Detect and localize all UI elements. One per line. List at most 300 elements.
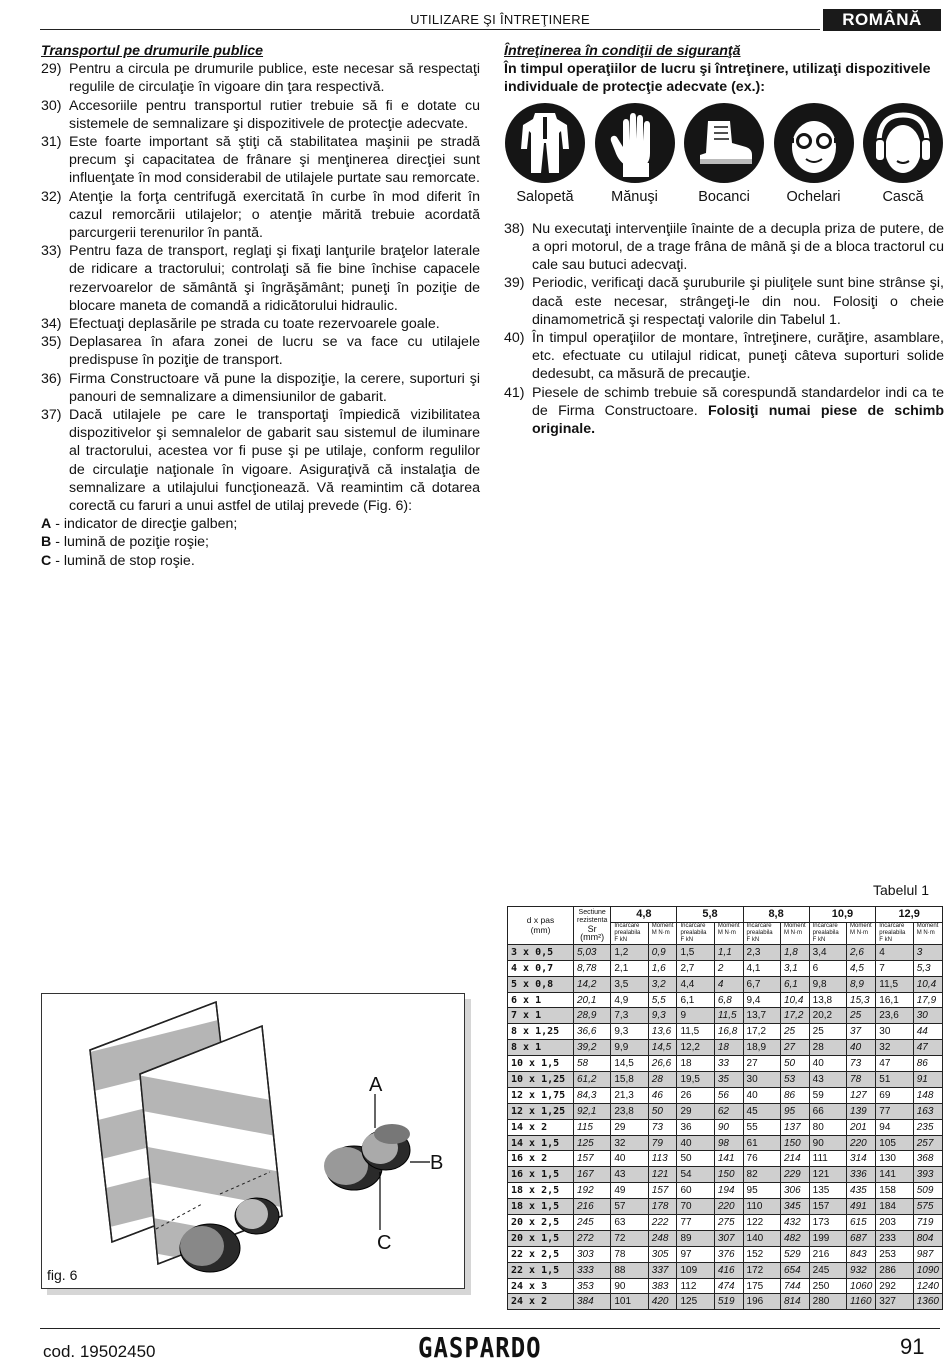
cell-section: 84,3 [574,1087,611,1103]
cell-size: 22 x 1,5 [508,1262,574,1278]
cell-moment: 40 [847,1040,876,1056]
cell-preload: 11,5 [677,1024,714,1040]
cell-moment: 248 [648,1230,677,1246]
cell-preload: 250 [809,1278,846,1294]
cell-moment: 1240 [913,1278,942,1294]
cell-preload: 32 [876,1040,913,1056]
cell-moment: 5,3 [913,960,942,976]
header-preload [876,922,913,944]
header-moment-label: Moment [651,922,674,929]
cell-moment: 744 [780,1278,809,1294]
item-number: 41) [504,384,525,401]
cell-preload: 327 [876,1294,913,1310]
cell-size: 14 x 2 [508,1119,574,1135]
cell-moment: 163 [913,1103,942,1119]
header-grade: 4,8 [611,907,677,923]
cell-preload: 47 [876,1056,913,1072]
header-preload [743,922,780,944]
cell-preload: 158 [876,1183,913,1199]
cell-preload: 4 [876,944,913,960]
cell-moment: 91 [913,1072,942,1088]
ppe-label: Bocanci [698,188,750,205]
cell-moment: 148 [913,1087,942,1103]
cell-moment: 416 [714,1262,743,1278]
cell-moment: 1360 [913,1294,942,1310]
language-badge: ROMÂNĂ [823,9,941,31]
cell-preload: 4,9 [611,992,648,1008]
list-item [41,188,480,243]
cell-preload: 17,2 [743,1024,780,1040]
light-text: - lumină de poziţie roşie; [51,534,209,551]
cell-preload: 40 [743,1087,780,1103]
cell-preload: 292 [876,1278,913,1294]
item-text [532,384,944,439]
cell-preload: 130 [876,1151,913,1167]
cell-preload: 203 [876,1215,913,1231]
cell-preload: 6 [809,960,846,976]
cell-moment: 79 [648,1135,677,1151]
cell-preload: 141 [876,1167,913,1183]
cell-moment: 50 [648,1103,677,1119]
cell-size: 6 x 1 [508,992,574,1008]
cell-moment: 53 [780,1072,809,1088]
header-preload-unit: F kN [879,936,892,943]
cell-preload: 94 [876,1119,913,1135]
cell-preload: 109 [677,1262,714,1278]
item-text: Atenţie la forţa centrifugă exercitată în curbe în mod diferit în cazul remorcării utilajelor; o atenţie mărită trebuie acordată parcurgerii terenurilor în pantă. [69,188,480,242]
header-moment-label: Moment [916,922,939,929]
header-moment [648,922,677,944]
cell-moment: 222 [648,1215,677,1231]
cell-moment: 44 [913,1024,942,1040]
cell-preload: 3,5 [611,976,648,992]
ppe-intro: În timpul operaţiilor de lucru şi întreţinere, utilizaţi dispozitivele individuale de protecţie adecvate (ex.): [504,61,931,96]
cell-moment: 987 [913,1246,942,1262]
list-item [504,274,944,329]
ppe-label: Mănuşi [611,188,658,205]
table-row [508,944,943,960]
cell-moment: 420 [648,1294,677,1310]
cell-moment: 13,6 [648,1024,677,1040]
cell-moment: 18 [714,1040,743,1056]
cell-preload: 199 [809,1230,846,1246]
cell-section: 115 [574,1119,611,1135]
item-text-body: În timpul operaţiilor de montare, întreţinere, curăţire, asamblare, etc. efectuate cu utilajul ridicat, puneţi câteva suporturi solide dedesubt, ca măsură de precauţie. [532,330,944,383]
cell-moment: 9,3 [648,1008,677,1024]
ppe-label: Cască [882,188,924,205]
cell-moment: 90 [714,1119,743,1135]
cell-moment: 3,1 [780,960,809,976]
cell-moment: 37 [847,1024,876,1040]
item-text-body: Periodic, verificaţi dacă şuruburile şi piuliţele sunt bine strânse şi, dacă este necesar, strângeţi-le din nou. Folosiţi o cheie dinamometrică şi respectaţi valorile din Tabelul 1. [532,275,944,328]
cell-moment: 432 [780,1215,809,1231]
cell-size: 22 x 2,5 [508,1246,574,1262]
cell-preload: 29 [677,1103,714,1119]
footer-divider [40,1328,940,1329]
header-title: UTILIZARE ŞI ÎNTREŢINERE [410,12,590,27]
cell-preload: 63 [611,1215,648,1231]
cell-moment: 529 [780,1246,809,1262]
page-number: 91 [900,1334,925,1359]
brand-logo: GASPARDO [418,1331,542,1365]
cell-preload: 25 [809,1024,846,1040]
left-column [41,42,480,570]
table-row [508,1008,943,1024]
cell-moment: 30 [913,1008,942,1024]
cell-preload: 77 [876,1103,913,1119]
cell-moment: 214 [780,1151,809,1167]
cell-moment: 509 [913,1183,942,1199]
cell-preload: 30 [743,1072,780,1088]
item-text: Este foarte important să ştiţi că stabilitatea maşinii pe stradă precum şi capacitatea de frânare şi menţinerea direcţiei sunt influenţate în mod considerabil de utilajele purtate sau remorcate. [69,134,480,187]
item-text: Dacă utilajele pe care le transportaţi împiedică vizibilitatea dispozitivelor şi semnalelor de gabarit sau sistemul de iluminare al tractorului, acestea vor fi puse şi pe utilaje, conform regulilor de circulaţie naţionale în vigoare. Asiguraţivă că instalaţia de semnalizare a utilajului funcţionează. Vă reamintim că dotarea corectă cu faruri a unui astfel de utilaj prevede (Fig. 6): [69,407,480,515]
item-text: Accesoriile pentru transportul rutier trebuie să fi e dotate cu sistemele de semnalizare şi dispozitivele de protecţie adecvate. [69,97,480,132]
cell-preload: 29 [611,1119,648,1135]
header-moment [714,922,743,944]
cell-moment: 98 [714,1135,743,1151]
table-row [508,1072,943,1088]
cell-section: 216 [574,1199,611,1215]
cell-moment: 10,4 [913,976,942,992]
cell-moment: 56 [714,1087,743,1103]
cell-section: 125 [574,1135,611,1151]
cell-moment: 137 [780,1119,809,1135]
cell-moment: 201 [847,1119,876,1135]
cell-preload: 59 [809,1087,846,1103]
table-row [508,1040,943,1056]
cell-moment: 6,8 [714,992,743,1008]
cell-preload: 90 [809,1135,846,1151]
header-preload [611,922,648,944]
cell-preload: 30 [876,1024,913,1040]
cell-section: 384 [574,1294,611,1310]
header-grade: 5,8 [677,907,743,923]
cell-moment: 1,6 [648,960,677,976]
cell-moment: 15,3 [847,992,876,1008]
cell-preload: 253 [876,1246,913,1262]
cell-preload: 95 [743,1183,780,1199]
cell-size: 8 x 1 [508,1040,574,1056]
right-column [504,42,944,438]
table-caption: Tabelul 1 [873,882,930,898]
ppe-label: Ochelari [786,188,841,205]
cell-preload: 32 [611,1135,648,1151]
item-text [532,329,944,384]
cell-moment: 575 [913,1199,942,1215]
item-number: 36) [41,370,62,387]
cell-section: 36,6 [574,1024,611,1040]
cell-moment: 235 [913,1119,942,1135]
cell-preload: 40 [809,1056,846,1072]
cell-preload: 90 [611,1278,648,1294]
cell-moment: 73 [648,1119,677,1135]
header-grade: 12,9 [876,907,943,923]
ppe-row [504,103,944,206]
cell-preload: 7 [876,960,913,976]
cell-preload: 286 [876,1262,913,1278]
cell-preload: 40 [611,1151,648,1167]
header-preload-unit: F kN [746,936,760,943]
cell-moment: 14,5 [648,1040,677,1056]
cell-preload: 70 [677,1199,714,1215]
table-row [508,1024,943,1040]
cell-section: 272 [574,1230,611,1246]
maintenance-rules-list [504,220,944,438]
cell-moment: 46 [648,1087,677,1103]
cell-preload: 18,9 [743,1040,780,1056]
header-size: d x pas (mm) [508,907,574,945]
cell-size: 24 x 2 [508,1294,574,1310]
cell-preload: 152 [743,1246,780,1262]
cell-moment: 50 [780,1056,809,1072]
cell-preload: 112 [677,1278,714,1294]
cell-preload: 4,1 [743,960,780,976]
item-text: Firma Constructoare vă pune la dispoziţie, la cerere, suporturi şi panouri de semnalizare a dimensiunilor de gabarit. [69,370,480,405]
header-preload-label: Incarcare prealabila [812,922,839,936]
cell-preload: 6,1 [677,992,714,1008]
table-row [508,1215,943,1231]
cell-size: 18 x 2,5 [508,1183,574,1199]
cell-preload: 9,8 [809,976,846,992]
cell-preload: 125 [677,1294,714,1310]
cell-preload: 60 [677,1183,714,1199]
light-letter: C [41,552,52,569]
cell-preload: 280 [809,1294,846,1310]
label-a: A [369,1074,383,1096]
ppe-ear-protection [862,103,944,206]
cell-moment: 519 [714,1294,743,1310]
cell-section: 167 [574,1167,611,1183]
cell-preload: 40 [677,1135,714,1151]
cell-section: 303 [574,1246,611,1262]
cell-moment: 8,9 [847,976,876,992]
header-preload-label: Incarcare prealabila [614,922,641,936]
table-row [508,1262,943,1278]
cell-preload: 16,1 [876,992,913,1008]
item-text-body: Nu executaţi intervenţiile înainte de a decupla priza de putere, de a opri motorul, de a trage frâna de mână şi de a bloca tractorul cu cale sau butuci adecvaţi. [532,220,944,274]
header-moment-unit: M N·m [651,929,670,936]
cell-preload: 9 [677,1008,714,1024]
cell-moment: 17,2 [780,1008,809,1024]
figure-caption: fig. 6 [47,1267,78,1283]
item-number: 38) [504,220,525,237]
cell-preload: 101 [611,1294,648,1310]
cell-moment: 932 [847,1262,876,1278]
header-preload-unit: F kN [614,936,628,943]
cell-size: 5 x 0,8 [508,976,574,992]
cell-section: 14,2 [574,976,611,992]
item-text: Pentru a circula pe drumurile publice, este necesar să respectaţi regulile de circulaţie în vigoare din ţara respectivă. [69,61,480,96]
cell-section: 245 [574,1215,611,1231]
item-text [532,220,944,275]
item-number: 39) [504,275,525,292]
torque-table-body [508,944,943,1309]
cell-preload: 135 [809,1183,846,1199]
list-item [41,406,480,515]
cell-preload: 140 [743,1230,780,1246]
cell-size: 16 x 1,5 [508,1167,574,1183]
list-item [41,60,480,96]
item-text: Efectuaţi deplasările pe strada cu toate rezervoarele goale. [69,316,440,333]
table-row [508,1199,943,1215]
cell-moment: 4 [714,976,743,992]
cell-preload: 45 [743,1103,780,1119]
cell-preload: 14,5 [611,1056,648,1072]
cell-moment: 86 [780,1087,809,1103]
cell-preload: 49 [611,1183,648,1199]
cell-section: 20,1 [574,992,611,1008]
cell-moment: 16,8 [714,1024,743,1040]
header-moment-label: Moment [783,922,806,929]
cell-preload: 50 [677,1151,714,1167]
table-row [508,1246,943,1262]
cell-preload: 3,4 [809,944,846,960]
cell-moment: 0,9 [648,944,677,960]
cell-moment: 314 [847,1151,876,1167]
section-title-transport: Transportul pe drumurile publice [41,43,264,59]
header-preload-unit: F kN [680,936,694,943]
cell-section: 28,9 [574,1008,611,1024]
cell-preload: 7,3 [611,1008,648,1024]
cell-preload: 72 [611,1230,648,1246]
cell-preload: 78 [611,1246,648,1262]
cell-moment: 113 [648,1151,677,1167]
header-divider [40,29,820,30]
cell-preload: 18 [677,1056,714,1072]
cell-preload: 111 [809,1151,846,1167]
cell-preload: 66 [809,1103,846,1119]
cell-moment: 194 [714,1183,743,1199]
cell-moment: 491 [847,1199,876,1215]
cell-preload: 122 [743,1215,780,1231]
cell-moment: 4,5 [847,960,876,976]
list-item [41,133,480,188]
cell-preload: 36 [677,1119,714,1135]
cell-section: 39,2 [574,1040,611,1056]
cell-preload: 4,4 [677,976,714,992]
cell-preload: 245 [809,1262,846,1278]
goggles-icon [774,103,854,183]
cell-moment: 307 [714,1230,743,1246]
cell-preload: 43 [809,1072,846,1088]
cell-preload: 80 [809,1119,846,1135]
cell-moment: 482 [780,1230,809,1246]
header-section [574,907,611,945]
cell-preload: 13,8 [809,992,846,1008]
cell-moment: 2,6 [847,944,876,960]
cell-section: 61,2 [574,1072,611,1088]
table-row [508,976,943,992]
header-preload-label: Incarcare prealabila [746,922,773,936]
item-number: 40) [504,330,525,347]
cell-moment: 306 [780,1183,809,1199]
cell-moment: 17,9 [913,992,942,1008]
cell-moment: 1060 [847,1278,876,1294]
table-row [508,992,943,1008]
cell-preload: 233 [876,1230,913,1246]
cell-moment: 150 [714,1167,743,1183]
cell-moment: 305 [648,1246,677,1262]
header-moment-unit: M N·m [783,929,802,936]
light-text: - indicator de direcţie galben; [51,516,238,533]
gloves-icon [595,103,675,183]
cell-preload: 110 [743,1199,780,1215]
header-preload-label: Incarcare prealabila [879,922,906,936]
cell-preload: 9,9 [611,1040,648,1056]
document-code: cod. 19502450 [43,1342,156,1361]
item-number: 29) [41,61,62,78]
cell-size: 14 x 1,5 [508,1135,574,1151]
cell-moment: 6,1 [780,976,809,992]
header-moment-label: Moment [850,922,872,929]
cell-moment: 257 [913,1135,942,1151]
cell-moment: 157 [648,1183,677,1199]
table-row [508,1135,943,1151]
item-number: 34) [41,316,62,333]
cell-size: 24 x 3 [508,1278,574,1294]
cell-preload: 1,5 [677,944,714,960]
cell-moment: 178 [648,1199,677,1215]
cell-moment: 95 [780,1103,809,1119]
cell-section: 92,1 [574,1103,611,1119]
cell-moment: 3 [913,944,942,960]
light-item [41,515,480,533]
header-moment-unit: M N·m [717,929,736,936]
cell-moment: 1160 [847,1294,876,1310]
cell-preload: 6,7 [743,976,780,992]
lights-list [41,515,480,570]
cell-section: 192 [574,1183,611,1199]
cell-moment: 11,5 [714,1008,743,1024]
header-grade: 10,9 [809,907,876,923]
signal-panels-and-lights-illustration [42,994,464,1288]
table-row [508,1294,943,1310]
cell-moment: 275 [714,1215,743,1231]
cell-moment: 33 [714,1056,743,1072]
cell-size: 4 x 0,7 [508,960,574,976]
cell-preload: 184 [876,1199,913,1215]
header-moment-unit: M N·m [850,929,869,936]
cell-moment: 1090 [913,1262,942,1278]
item-number: 31) [41,134,62,151]
figure-6 [41,993,465,1289]
item-number: 33) [41,243,62,260]
list-item [41,370,480,406]
cell-moment: 78 [847,1072,876,1088]
item-number: 32) [41,188,62,205]
boots-icon [684,103,764,183]
cell-moment: 141 [714,1151,743,1167]
cell-preload: 27 [743,1056,780,1072]
cell-moment: 337 [648,1262,677,1278]
cell-preload: 2,3 [743,944,780,960]
cell-preload: 61 [743,1135,780,1151]
cell-moment: 1,8 [780,944,809,960]
header-moment [847,922,876,944]
header-moment-label: Moment [717,922,740,929]
cell-size: 3 x 0,5 [508,944,574,960]
cell-size: 12 x 1,25 [508,1103,574,1119]
cell-moment: 127 [847,1087,876,1103]
cell-moment: 25 [847,1008,876,1024]
cell-moment: 368 [913,1151,942,1167]
cell-size: 20 x 1,5 [508,1230,574,1246]
cell-preload: 9,4 [743,992,780,1008]
cell-moment: 25 [780,1024,809,1040]
ear-protection-icon [863,103,943,183]
list-item [41,315,480,333]
header-grade: 8,8 [743,907,809,923]
